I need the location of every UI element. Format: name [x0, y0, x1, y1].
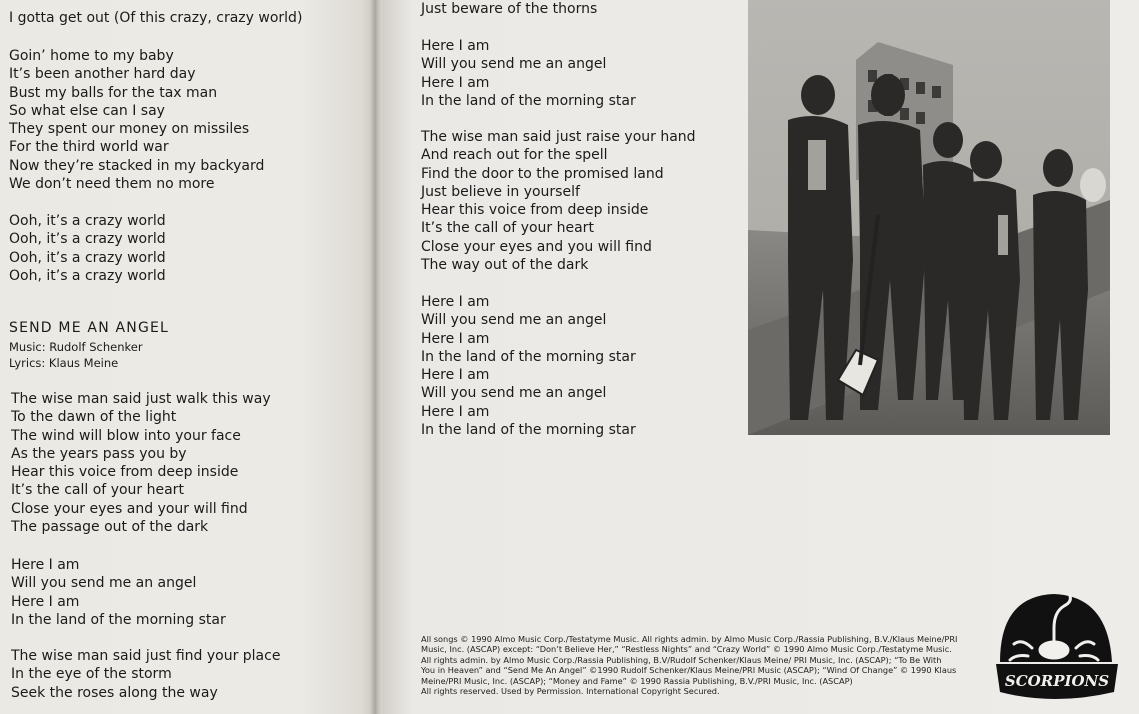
scorpion-icon [992, 588, 1124, 702]
song-title: SEND ME AN ANGEL [9, 320, 170, 336]
text-line: As the years pass you by [11, 445, 187, 462]
top-line [421, 0, 597, 18]
bleed-through-text [330, 0, 334, 15]
text-line: Here I am [421, 367, 490, 384]
text-line: In the land of the morning star [421, 422, 636, 439]
text-line: It’s the call of your heart [11, 482, 184, 499]
text-line: Will you send me an angel [421, 56, 607, 73]
text-line: The wise man said just find your place [11, 648, 281, 664]
verse-c [421, 128, 696, 274]
text-line: And reach out for the spell [421, 147, 608, 164]
text-line: Hear this voice from deep inside [11, 464, 239, 481]
chorus-1 [11, 556, 226, 629]
text-line: The wise man said just walk this way [11, 391, 271, 407]
text-line: The way out of the dark [421, 257, 589, 274]
crazy-world-chorus [9, 212, 166, 285]
text-line: Ooh, it’s a crazy world [9, 267, 166, 284]
text-line: Close your eyes and you will find [421, 238, 652, 255]
text-line: Hear this voice from deep inside [421, 202, 649, 219]
scorpions-logo [992, 588, 1124, 702]
text-line: Find the door to the promised land [421, 165, 664, 182]
text-line: Will you send me an angel [11, 575, 197, 592]
verse-a [11, 390, 271, 536]
verse-1 [9, 47, 264, 193]
copyright-notice [421, 634, 981, 696]
text-line: Bust my balls for the tax man [9, 84, 218, 101]
music-credit: Music: Rudolf Schenker [9, 340, 143, 354]
text-line: Here I am [11, 557, 80, 573]
text-line: Here I am [11, 593, 80, 610]
text-line: All rights admin. by Almo Music Corp./Rassia Publishing, B.V/Rudolf Schenker/Klaus Meine/ PRI Music, Inc. (ASCAP); “To Be With [421, 654, 942, 665]
text-line: It’s the call of your heart [421, 220, 594, 237]
text-line: Seek the roses along the way [11, 684, 218, 701]
text-line: Ooh, it’s a crazy world [9, 249, 166, 266]
text-line: You in Heaven” and “Send Me An Angel” ©1990 Rudolf Schenker/Klaus Meine/PRI Music (ASCAP); “Wind Of Change” © 1990 Klaus [421, 665, 957, 676]
text-line: Here I am [421, 330, 490, 347]
text-line: The wise man said just raise your hand [421, 129, 696, 145]
text-line: It’s been another hard day [9, 66, 196, 83]
text-line: Just beware of the thorns [421, 1, 598, 17]
verse-b [11, 647, 280, 702]
text-line: To the dawn of the light [11, 409, 177, 426]
text-line: Ooh, it’s a crazy world [9, 231, 166, 248]
left-page [0, 0, 376, 714]
chorus-3 [421, 293, 636, 439]
text-line: All rights reserved. Used by Permission. International Copyright Secured. [421, 686, 720, 697]
text-line: Goin’ home to my baby [9, 48, 174, 64]
text-line: They spent our money on missiles [9, 121, 250, 138]
text-line: Here I am [421, 294, 490, 310]
text-line: In the land of the morning star [421, 348, 636, 365]
text-line: In the land of the morning star [11, 611, 226, 628]
text-line: Just believe in yourself [421, 183, 580, 200]
text-line: In the land of the morning star [421, 92, 636, 109]
text-line: Meine/PRI Music, Inc. (ASCAP); “Money and Fame” © 1990 Rassia Publishing, B.V./PRI Music, Inc. (ASCAP) [421, 675, 853, 686]
text-line: Here I am [421, 403, 490, 420]
text-line: The wind will blow into your face [11, 427, 241, 444]
text-line: We don’t need them no more [9, 176, 215, 193]
text-line: I gotta get out (Of this crazy, crazy world) [9, 10, 303, 26]
text-line: For the third world war [9, 139, 169, 156]
text-line: So what else can I say [9, 102, 165, 119]
intro-lines [9, 9, 302, 27]
text-line: Will you send me an angel [421, 312, 607, 329]
text-line: All songs © 1990 Almo Music Corp./Testatyme Music. All rights admin. by Almo Music Corp./Rassia Publishing, B.V./Klaus Meine/PRI [421, 634, 958, 644]
text-line: Now they’re stacked in my backyard [9, 157, 265, 174]
logo-wordmark: SCORPIONS [1004, 672, 1110, 690]
text-line: Music, Inc. (ASCAP) except: “Don’t Believe Her,” “Restless Nights” and “Crazy World” © 1990 Almo Music Corp./Testatyme Music. [421, 644, 952, 655]
text-line: In the eye of the storm [11, 666, 172, 683]
text-line: Will you send me an angel [421, 385, 607, 402]
text-line: Ooh, it’s a crazy world [9, 213, 166, 229]
chorus-2 [421, 37, 636, 110]
lyrics-credit: Lyrics: Klaus Meine [9, 356, 119, 370]
band-photo [748, 0, 1110, 435]
band-photo-icon [748, 0, 1110, 435]
text-line: Here I am [421, 74, 490, 91]
text-line: The passage out of the dark [11, 519, 209, 536]
text-line: Here I am [421, 38, 490, 54]
text-line: Close your eyes and your will find [11, 500, 248, 517]
